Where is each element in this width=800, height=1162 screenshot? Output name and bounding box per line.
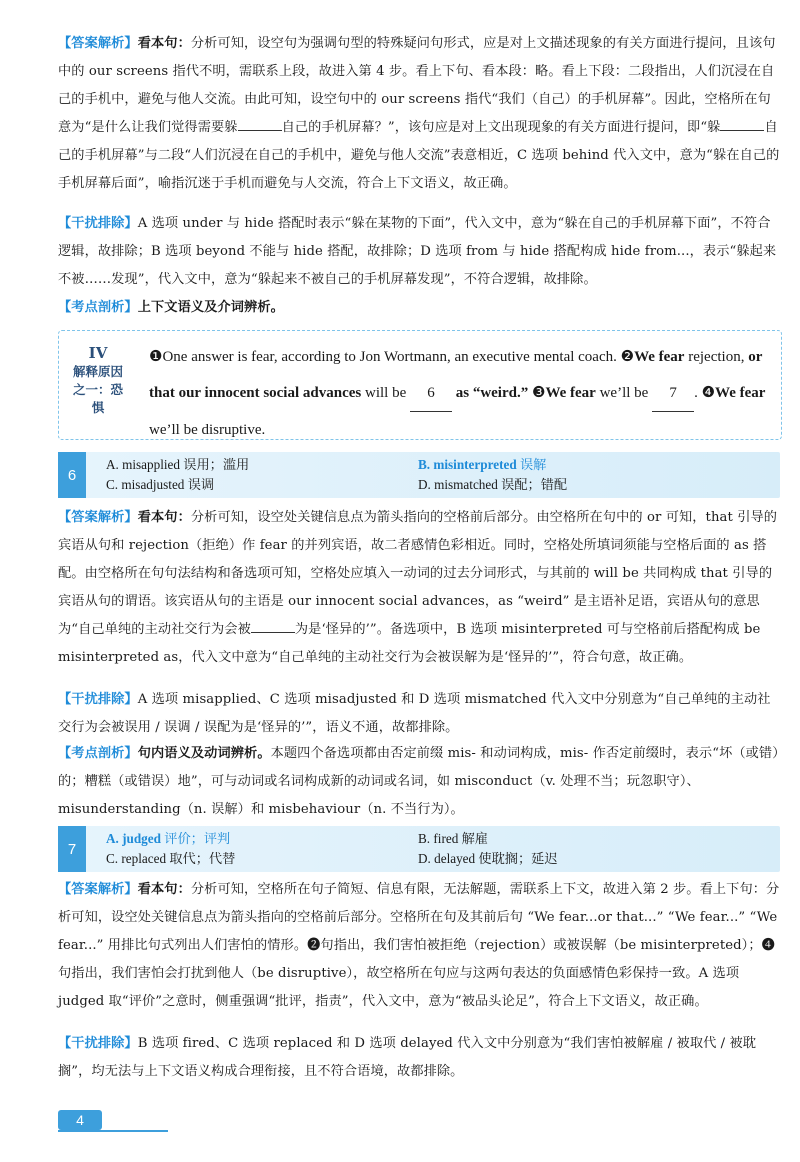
- option-label: A. misapplied: [106, 457, 180, 472]
- key-point-6: [58, 740, 780, 824]
- analysis-text: 自己的手机屏幕”与二段“人们沉浸在自己的手机中，避免与他人交流”表意相近，C 选项 behind 代入文中，意为“躲在自己的手机屏幕后面”，喻指沉迷于手机而避免与人交流，符合上下文语义，故正确。: [58, 120, 780, 191]
- option-a: [106, 455, 249, 475]
- option-meaning: 解雇: [461, 831, 488, 846]
- sentence-number: ❷: [620, 349, 635, 365]
- key-point-tag: 【考点剖析】: [58, 746, 138, 761]
- sentence-number: ❹: [701, 385, 716, 401]
- answer-analysis-tag: 【答案解析】: [58, 882, 138, 897]
- option-d: [418, 475, 567, 495]
- option-meaning: 使耽搁；延迟: [478, 851, 558, 866]
- key-point-text: 本题四个备选项都由否定前缀 mis- 和动词构成，mis- 作否定前缀时，表示“坏（或错）的；糟糕（或错误）地”，可与动词或名词构成新的动词或名词，如 misconduct（v. 处理不当；玩忽职守）、misunderstanding（n. 误解）和 misbehaviour（n. 不当行为）。: [58, 746, 779, 817]
- interference-tag: 【干扰排除】: [58, 216, 138, 231]
- sentence-bold: as “weird.”: [451, 385, 532, 401]
- option-meaning: 误解: [519, 457, 547, 472]
- lead-text: 看本句：: [137, 510, 191, 525]
- question-6-options: [58, 452, 780, 498]
- option-d: [418, 849, 558, 869]
- answer-analysis-6: [58, 504, 780, 672]
- sentence-number: ❶: [149, 349, 163, 365]
- option-c: [106, 849, 235, 869]
- option-meaning: 误调: [187, 477, 215, 492]
- interference-exclusion-6: [58, 686, 780, 742]
- sentence-text: we’ll be disruptive.: [149, 422, 266, 438]
- passage-box: [58, 330, 782, 440]
- answer-analysis-tag: 【答案解析】: [58, 510, 138, 525]
- option-a-correct: [106, 829, 230, 849]
- option-label: D. mismatched: [418, 477, 498, 492]
- interference-text: B 选项 fired、C 选项 replaced 和 D 选项 delayed 代入文中分别意为“我们害怕被解雇 / 被取代 / 被耽搁”，均无法与上下文语义构成合理衔接，且不符合语境，故都排除。: [58, 1036, 757, 1079]
- analysis-text: 分析可知，空格所在句子简短、信息有限，无法解题，需联系上下文，故进入第 2 步。看上下句：分析可知，设空处关键信息点为箭头指向的空格前后部分。空格所在句及其前后句 “We fear...or that...” “We fear...” “We fear...” 用排比句式列出人们害怕的情形。❷句指出，我们害怕被拒绝（rejection）或被误解（be misinterpreted）；❹句指出，我们害怕会打扰到他人（be disruptive），故空格所在句应与这两句表达的负面感情色彩保持一致。A 选项 judged 取“评价”之意时，侧重强调“批评，指责”，代入文中，意为“被品头论足”，符合上下文语义，故正确。: [58, 882, 780, 1009]
- page-number: 4: [58, 1110, 102, 1130]
- sentence-bold: We fear: [715, 385, 766, 401]
- blank-7: 7: [652, 375, 694, 412]
- sentence-text: One answer is fear, according to Jon Wortmann, an executive mental coach.: [162, 349, 621, 365]
- interference-text: A 选项 misapplied、C 选项 misadjusted 和 D 选项 mismatched 代入文中分别意为“自己单纯的主动社交行为会被误用 / 误调 / 误配为是‘怪异的’”，语义不通，故都排除。: [58, 692, 771, 735]
- answer-analysis-5: [58, 30, 780, 198]
- paragraph-note: 解释原因之一：恐惧: [72, 364, 123, 415]
- key-point-tag: 【考点剖析】: [58, 300, 138, 315]
- analysis-text: 分析可知，设空处关键信息点为箭头指向的空格前后部分。由空格所在句中的 or 可知，that 引导的宾语从句和 rejection（拒绝）作 fear 的并列宾语，故二者感情色彩相近。同时，空格处所填词须能与空格后面的 as 搭配。由空格所在句句法结构和备选项可知，空格处应填入一动词的过去分词形式，与其前的 will be 共同构成 that 引导的宾语从句的谓语。该宾语从句的主语是 our innocent social advances，as “weird” 是主语补足语，宾语从句的意思为“自己单纯的主动社交行为会被: [58, 510, 778, 637]
- option-label: A. judged: [106, 831, 161, 846]
- inline-blank: [238, 116, 282, 131]
- analysis-text: 为是‘怪异的’”。备选项中，B 选项 misinterpreted 可与空格前后搭配构成 be misinterpreted as，代入文中意为“自己单纯的主动社交行为会被误解为是‘怪异的’”，符合句意，故正确。: [58, 622, 761, 665]
- question-number: 6: [58, 452, 86, 498]
- option-meaning: 误用；滥用: [183, 457, 250, 472]
- lead-text: 看本句：: [137, 36, 191, 51]
- lead-text: 看本句：: [137, 882, 191, 897]
- option-label: C. misadjusted: [106, 477, 185, 492]
- inline-blank: [720, 116, 764, 131]
- sentence-bold: or that our innocent social advances: [149, 349, 763, 401]
- sentence-bold: We fear: [634, 349, 685, 365]
- sentence-number: ❸: [531, 385, 546, 401]
- option-label: D. delayed: [418, 851, 476, 866]
- sentence-bold: We fear: [545, 385, 596, 401]
- interference-exclusion-5: [58, 210, 780, 294]
- interference-exclusion-7: [58, 1030, 780, 1086]
- option-label: B. misinterpreted: [418, 457, 517, 472]
- option-label: C. replaced: [106, 851, 167, 866]
- passage-label: [59, 343, 137, 417]
- option-b-correct: [418, 455, 546, 475]
- analysis-text: 自己的手机屏幕？”，该句应是对上文出现现象的有关方面进行提问，即“躲: [281, 120, 721, 135]
- question-7-options: [58, 826, 780, 872]
- option-meaning: 取代；代替: [169, 851, 236, 866]
- sentence-text: we’ll be: [595, 385, 653, 401]
- analysis-text: 分析可知，设空句为强调句型的特殊疑问句形式，应是对上文描述现象的有关方面进行提问，且该句中的 our screens 指代不明，需联系上段，故进入第 4 步。看上下句、看本段：略。看上下段：二段指出，人们沉浸在自己的手机中，避免与他人交流。由此可知，设空句中的 our screens 指代“我们（自己）的手机屏幕”。因此，空格所在句意为“是什么让我们觉得需要躲: [58, 36, 776, 135]
- interference-text: A 选项 under 与 hide 搭配时表示“躲在某物的下面”，代入文中，意为“躲在自己的手机屏幕下面”，不符合逻辑，故排除；B 选项 beyond 不能与 hide 搭配，故排除；D 选项 from 与 hide 搭配构成 hide from...，表示“躲起来不被……发现”，代入文中，意为“躲起来不被自己的手机屏幕发现”，不符合逻辑，故排除。: [58, 216, 777, 287]
- paragraph-roman: IV: [88, 344, 108, 362]
- page-number-underline: [58, 1130, 168, 1132]
- answer-analysis-7: [58, 876, 780, 1016]
- interference-tag: 【干扰排除】: [58, 1036, 138, 1051]
- sentence-text: rejection,: [684, 349, 749, 365]
- option-b: [418, 829, 488, 849]
- interference-tag: 【干扰排除】: [58, 692, 138, 707]
- sentence-text: will be: [361, 385, 410, 401]
- blank-6: 6: [410, 375, 452, 412]
- option-c: [106, 475, 214, 495]
- key-point-5: [58, 294, 780, 322]
- option-label: B. fired: [418, 831, 459, 846]
- passage-text: [149, 339, 775, 448]
- sentence-text: .: [694, 385, 702, 401]
- answer-analysis-tag: 【答案解析】: [58, 36, 138, 51]
- option-meaning: 评价；评判: [164, 831, 231, 846]
- question-number: 7: [58, 826, 86, 872]
- key-point-text: 上下文语义及介词辨析。: [137, 300, 284, 315]
- inline-blank: [251, 618, 295, 633]
- option-meaning: 误配；错配: [501, 477, 568, 492]
- key-point-bold: 句内语义及动词辨析。: [137, 746, 271, 761]
